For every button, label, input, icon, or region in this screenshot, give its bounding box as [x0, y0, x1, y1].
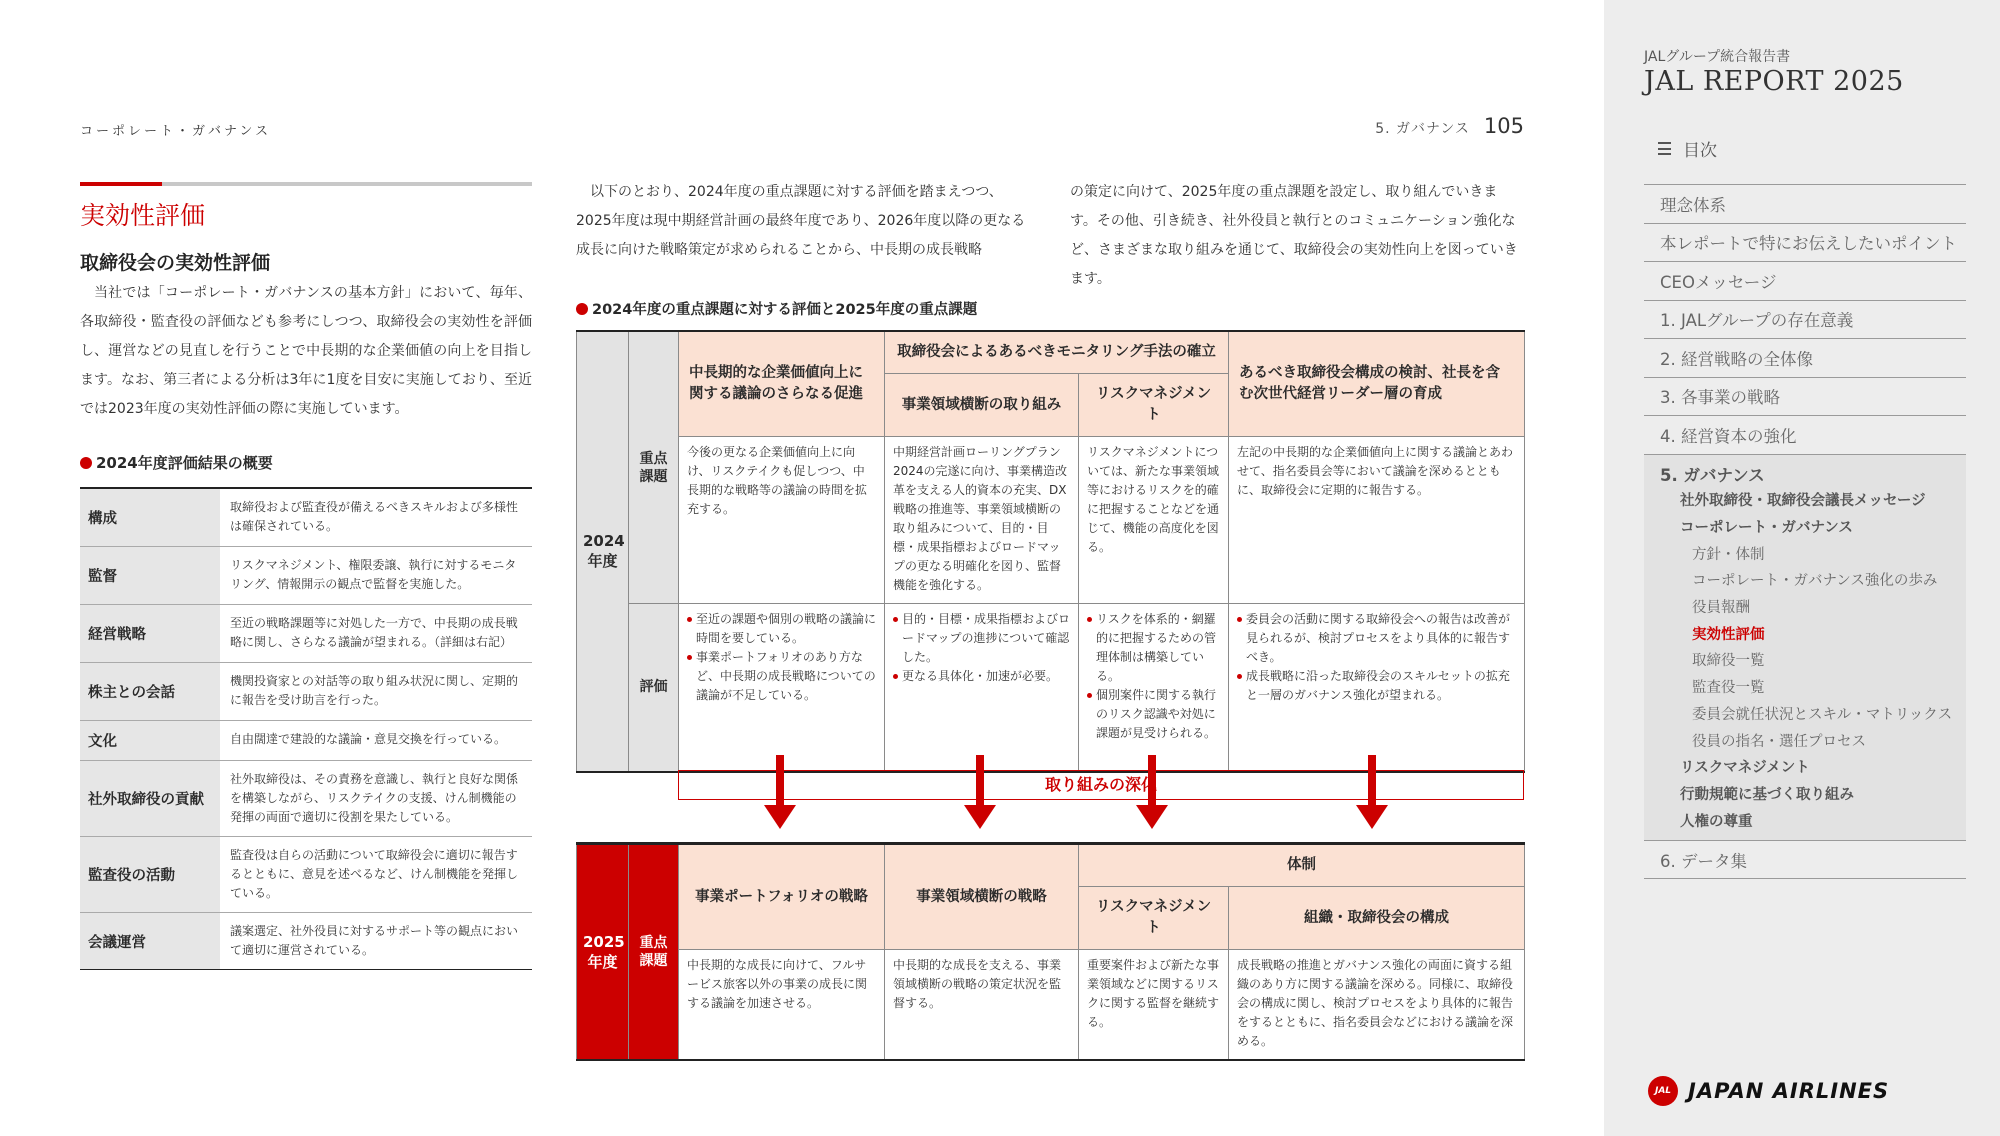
issue-cell: 中長期的な成長に向けて、フルサービス旅客以外の事業の成長に関する議論を加速させる。	[679, 950, 885, 1060]
eval-cell	[885, 604, 1079, 772]
issues-label-2025	[629, 844, 679, 1060]
header-cross-domain: 事業領域横断の取り組み	[885, 374, 1079, 437]
table-row	[80, 837, 532, 913]
list-item: リスクを体系的・網羅的に把握するための管理体制は構築している。	[1087, 610, 1220, 686]
table-row	[80, 605, 532, 663]
list-item: 成長戦略に沿った取締役会のスキルセットの拡充と一層のガバナンス強化が望まれる。	[1237, 667, 1516, 705]
toc-subitem[interactable]: 取締役一覧	[1692, 653, 1765, 670]
row-key: 構成	[80, 489, 220, 546]
header-portfolio: 事業ポートフォリオの戦略	[679, 844, 885, 950]
year-text: 2024年度	[583, 532, 625, 571]
menu-icon	[1658, 142, 1671, 155]
crane-logo-icon: JAL	[1648, 1076, 1678, 1106]
eval-cell	[1079, 604, 1229, 772]
row-value: 監査役は自らの活動について取締役会に適切に報告するとともに、意見を述べるなど、けん制機能を発揮している。	[230, 848, 519, 900]
list-item: 目的・目標・成果指標およびロードマップの進捗について確認した。	[893, 610, 1070, 667]
page-number: 105	[1483, 114, 1524, 138]
toc-item[interactable]: 理念体系	[1644, 184, 1966, 223]
toc-item-governance[interactable]: 5. ガバナンス	[1660, 465, 1765, 485]
row-key: 株主との会話	[80, 663, 220, 720]
matrix-title	[576, 298, 977, 319]
toc-subitem[interactable]: リスクマネジメント	[1680, 760, 1810, 777]
page-title: 実効性評価	[80, 201, 206, 230]
header-structure: 体制	[1079, 844, 1525, 887]
row-key: 社外取締役の貢献	[80, 761, 220, 836]
table-2025	[576, 842, 1525, 1061]
report-title[interactable]: JAL REPORT 2025	[1644, 66, 1904, 97]
header-organization: 組織・取締役会の構成	[1229, 887, 1525, 950]
header-monitoring: 取締役会によるあるべきモニタリング手法の確立	[885, 331, 1229, 374]
list-item: 更なる具体化・加速が必要。	[893, 667, 1070, 686]
intro-paragraph-1: 以下のとおり、2024年度の重点課題に対する評価を踏まえつつ、2025年度は現中期経営計画の最終年度であり、2026年度以降の更なる成長に向けた戦略策定が求められることから、中長期の成長戦略	[576, 184, 1026, 258]
row-key: 監査役の活動	[80, 837, 220, 912]
toc-subitem[interactable]: 役員の指名・選任プロセス	[1692, 733, 1866, 750]
issues-label-2024	[629, 331, 679, 604]
row-value: 至近の戦略課題等に対処した一方で、中長期の成長戦略に関し、さらなる議論が望まれる。（詳細は右記）	[230, 616, 518, 649]
toc-subitem[interactable]: コーポレート・ガバナンス	[1680, 520, 1853, 537]
side-panel	[1604, 0, 2000, 1136]
issue-cell: リスクマネジメントについては、新たな事業領域等におけるリスクを的確に把握することなどを通じて、機能の高度化を図る。	[1079, 437, 1229, 604]
toc-subitem[interactable]: コーポレート・ガバナンス強化の歩み	[1692, 573, 1938, 590]
red-bullet-icon	[576, 303, 588, 315]
year-2024-label	[577, 331, 629, 772]
title-rule	[80, 182, 532, 186]
toc-subitem[interactable]: 委員会就任状況とスキル・マトリックス	[1692, 706, 1953, 723]
evaluation-results-table	[80, 487, 532, 970]
red-bullet-icon	[80, 457, 92, 469]
chapter-label: 5. ガバナンス	[1375, 121, 1470, 137]
row-value: 機関投資家との対話等の取り組み状況に関し、定期的に報告を受け助言を行った。	[230, 674, 519, 707]
header-risk-management: リスクマネジメント	[1079, 374, 1229, 437]
toc-item[interactable]: 本レポートで特にお伝えしたいポイント	[1644, 223, 1966, 262]
toc-item[interactable]: 1. JALグループの存在意義	[1644, 300, 1966, 339]
toc-item[interactable]: CEOメッセージ	[1644, 261, 1966, 300]
year-text: 2025年度	[583, 932, 625, 971]
brand-name: JAPAN AIRLINES	[1688, 1079, 1890, 1103]
report-subtitle: JALグループ統合報告書	[1644, 49, 1791, 65]
table-of-contents	[1644, 184, 1966, 879]
row-key: 監督	[80, 547, 220, 604]
deepen-banner: 取り組みの深化	[678, 770, 1524, 800]
toc-item[interactable]: 4. 経営資本の強化	[1644, 415, 1966, 454]
issue-cell: 重要案件および新たな事業領域などに関するリスクに関する監督を継続する。	[1079, 950, 1229, 1060]
section-subtitle: 取締役会の実効性評価	[80, 252, 271, 274]
brand-logo[interactable]	[1648, 1076, 1889, 1106]
table-row	[80, 913, 532, 969]
left-column	[80, 182, 532, 970]
label-text: 重点課題	[639, 450, 668, 485]
issue-cell: 中長期的な成長を支える、事業領域横断の戦略の策定状況を監督する。	[885, 950, 1079, 1060]
table-row	[80, 547, 532, 605]
list-item: 至近の課題や個別の戦略の議論に時間を要している。	[687, 610, 876, 648]
toc-subitem[interactable]: 社外取締役・取締役会議長メッセージ	[1680, 493, 1926, 510]
row-key: 文化	[80, 721, 220, 760]
row-key: 会議運営	[80, 913, 220, 969]
year-2025-label	[577, 844, 629, 1060]
issue-cell: 今後の更なる企業価値向上に向け、リスクテイクも促しつつ、中長期的な戦略等の議論の時間を拡充する。	[679, 437, 885, 604]
toc-item[interactable]: 3. 各事業の戦略	[1644, 377, 1966, 416]
issue-cell: 成長戦略の推進とガバナンス強化の両面に資する組織のあり方に関する議論を深める。同様に、取締役会の構成に関し、検討プロセスをより具体的に報告をするとともに、指名委員会などにおける議論を深める。	[1229, 950, 1525, 1060]
matrix-title-text: 2024年度の重点課題に対する評価と2025年度の重点課題	[592, 302, 978, 318]
eval-cell	[1229, 604, 1525, 772]
header-value-growth: 中長期的な企業価値向上に関する議論のさらなる促進	[679, 331, 885, 437]
header-board-composition: あるべき取締役会構成の検討、社長を含む次世代経営リーダー層の育成	[1229, 331, 1525, 437]
label-text: 重点課題	[639, 934, 668, 969]
intro-paragraph-2: の策定に向けて、2025年度の重点課題を設定し、取り組んでいきます。その他、引き続き、社外役員と執行とのコミュニケーション強化など、さまざまな取り組みを通じて、取締役会の実効性向上を図っていきます。	[1070, 184, 1518, 287]
toc-subitem[interactable]: 人権の尊重	[1680, 813, 1753, 830]
issue-cell: 左記の中長期的な企業価値向上に関する議論とあわせて、指名委員会等において議論を深めるとともに、取締役会に定期的に報告する。	[1229, 437, 1525, 604]
table-row	[80, 721, 532, 761]
row-value: 議案選定、社外役員に対するサポート等の観点において適切に運営されている。	[230, 924, 519, 957]
list-item: 事業ポートフォリオのあり方など、中長期の成長戦略についての議論が不足している。	[687, 648, 876, 705]
toc-subitem[interactable]: 役員報酬	[1692, 600, 1750, 617]
results-title-text: 2024年度評価結果の概要	[96, 454, 273, 472]
table-row	[80, 489, 532, 547]
toc-subitem[interactable]: 行動規範に基づく取り組み	[1680, 786, 1854, 803]
table-row	[80, 761, 532, 837]
row-value: リスクマネジメント、権限委譲、執行に対するモニタリング、情報開示の観点で監督を実施した。	[230, 558, 517, 591]
list-item: 個別案件に関する執行のリスク認識や対処に課題が見受けられる。	[1087, 686, 1220, 743]
page-reference	[1375, 114, 1524, 138]
toc-item[interactable]: 6. データ集	[1644, 840, 1966, 879]
toc-button[interactable]	[1658, 136, 1717, 161]
toc-subitem[interactable]: 監査役一覧	[1692, 680, 1765, 697]
issue-cell: 中期経営計画ローリングプラン2024の完遂に向け、事業構造改革を支える人的資本の充実、DX戦略の推進等、事業領域横断の取り組みについて、目的・目標・成果指標およびロードマップの更なる明確化を図り、監督機能を強化する。	[885, 437, 1079, 604]
list-item: 委員会の活動に関する取締役会への報告は改善が見られるが、検討プロセスをより具体的に報告すべき。	[1237, 610, 1516, 667]
table-2024	[576, 330, 1525, 773]
toc-label: 目次	[1683, 141, 1717, 161]
toc-subitem[interactable]: 方針・体制	[1692, 546, 1765, 563]
row-key: 経営戦略	[80, 605, 220, 662]
row-value: 社外取締役は、その責務を意識し、執行と良好な関係を構築しながら、リスクテイクの支援、けん制機能の発揮の両面で適切に役割を果たしている。	[230, 772, 519, 824]
header-risk-management: リスクマネジメント	[1079, 887, 1229, 950]
toc-subitem-active[interactable]: 実効性評価	[1692, 626, 1765, 643]
table-row	[80, 663, 532, 721]
lead-paragraph: 当社では「コーポレート・ガバナンスの基本方針」において、毎年、各取締役・監査役の評価なども参考にしつつ、取締役会の実効性を評価し、運営などの見直しを行うことで中長期的な企業価値の向上を目指します。なお、第三者による分析は3年に1度を目安に実施しており、至近では2023年度の実効性評価の際に実施しています。	[80, 285, 532, 417]
eval-cell	[679, 604, 885, 772]
row-value: 自由闊達で建設的な議論・意見交換を行っている。	[230, 732, 507, 746]
section-label: コーポレート・ガバナンス	[80, 124, 271, 139]
results-title	[80, 452, 532, 473]
header-cross-domain-strategy: 事業領域横断の戦略	[885, 844, 1079, 950]
toc-governance-group	[1644, 454, 1966, 841]
eval-label-2024: 評価	[629, 604, 679, 772]
row-value: 取締役および監査役が備えるべきスキルおよび多様性は確保されている。	[230, 500, 518, 533]
toc-item[interactable]: 2. 経営戦略の全体像	[1644, 338, 1966, 377]
